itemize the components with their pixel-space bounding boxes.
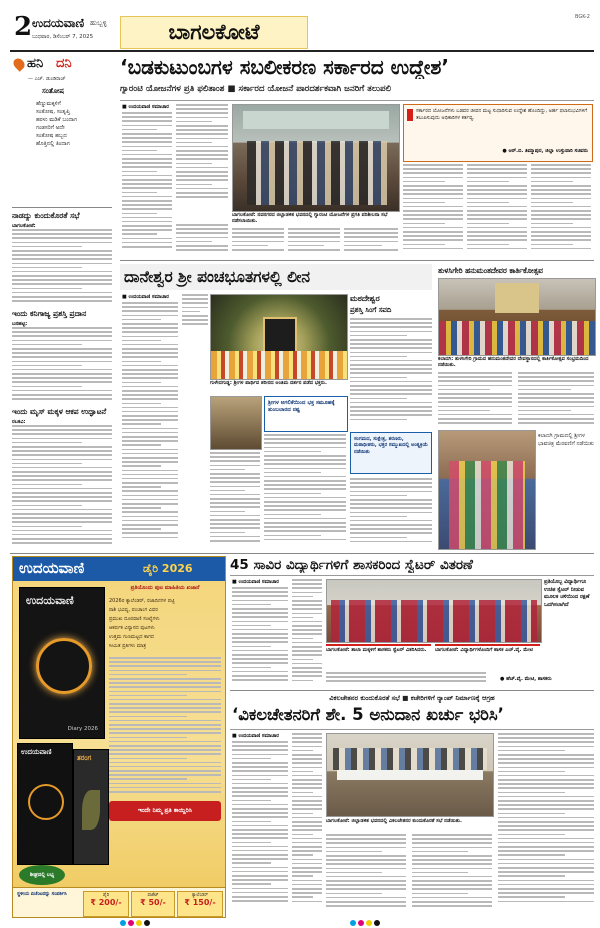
section-rule-2 (10, 553, 594, 554)
page-header (10, 14, 594, 48)
diary-cover-brand: ಉದಯವಾಣಿ (21, 748, 52, 756)
paper-name: ಉದಯವಾಣಿ (32, 16, 85, 30)
diary-cover-1 (19, 587, 105, 739)
ad-header (13, 557, 225, 581)
poem-line: ಹೊತ್ತಿನಲ್ಲಿ ತಿಂದಾಗ (36, 141, 70, 147)
lead-body-col-1 (122, 112, 172, 254)
photo-attendees (333, 748, 487, 770)
brief-title: ಇಂದು ಮೃಸ್ ಮಕ್ಕಳ ಆಕಪ ಉದ್ಘಾಟನೆ (12, 407, 107, 416)
sidebar-title: ಮಠದೇಶ್ವರ (350, 294, 380, 303)
reg-dot (374, 920, 380, 926)
brief-body (12, 327, 112, 403)
ad-price-3 (177, 891, 223, 917)
lead-body-col-5 (288, 228, 340, 254)
right-story-title: ತುಳಸಿಗೇರಿ ಹನುಮಂತದೇವರ ಕಾರ್ತಿಕೋತ್ಸವ (438, 266, 543, 275)
fourth-body-col-3 (326, 834, 406, 912)
fourth-body-col-2 (292, 733, 322, 911)
header-rule (10, 50, 594, 52)
third-side (544, 579, 594, 669)
lead-body-col-2 (176, 104, 228, 204)
ad-brand: ಉದಯವಾಣಿ (19, 559, 85, 577)
sidebar-subtitle: ಪ್ರಶಸ್ತಿ ಸಿಂಗೆ ಸವದಿ (350, 306, 392, 314)
reg-dot (144, 920, 150, 926)
fourth-kicker: ವಿಕಲಚೇತನರ ಕುಂದುಕೊರತೆ ಸಭೆ ■ ಕಚೇರಿಗಳಿಗೆ ರ‍್ಯಾಂಪ್ ನಿರ್ಮಾಣಕ್ಕೆ ಆಗ್ರಹ (329, 694, 495, 702)
brief-place: ಬಾಗಲಕೋಟೆ: (12, 223, 36, 229)
district-title: ಬಾಗಲಕೋಟೆ (168, 20, 260, 44)
second-body-col-3 (264, 434, 346, 548)
price-value: ₹ 200/- (90, 898, 122, 907)
ad-features (109, 597, 221, 651)
sidebar-body-2 (350, 478, 432, 548)
ad-product-label: ಡೈರಿ 2026 (143, 562, 193, 575)
brief-place: ರಬಕವಿ: (12, 419, 26, 425)
district-title-band (120, 16, 308, 49)
lead-quote-author: ● ಆರ್‌.ಬಿ. ತಿಮ್ಮಾಪುರ, ಜಿಲ್ಲಾ ಉಸ್ತುವಾರಿ ಸಚಿವರು (502, 148, 588, 154)
diary-cover-brand: ಉದಯವಾಣಿ (26, 594, 74, 607)
edition-name: ಹುಬ್ಬಳ್ಳಿ (90, 19, 107, 27)
quote-icon (407, 109, 413, 121)
diary-cover-2 (17, 743, 73, 865)
fourth-body-col-4 (412, 834, 492, 912)
left-divider (12, 207, 112, 208)
poem-line: ಗಂಡಸರಿಗೆ ಅದೇ (36, 125, 65, 131)
ad-feature: 2026ರ ಕ್ಯಾಲೆಂಡರ್, ರಜಾದಿನಗಳ ಪಟ್ಟಿ (109, 598, 175, 604)
third-body-col-2 (292, 579, 322, 687)
reg-dot (120, 920, 126, 926)
photo-figures (449, 461, 525, 549)
date-line: ಬುಧವಾರ, ಡಿಸೆಂಬರ್ 7, 2025 (32, 34, 94, 40)
lead-body-col-3 (176, 224, 228, 254)
leaf-icon (82, 790, 100, 830)
lead-photo-caption: ಬಾಗಲಕೋಟೆ: ನವನಗರದ ಜಿಲ್ಲಾಡಳಿತ ಭವನದಲ್ಲಿ ಗ್ಯಾರಂಟಿ ಯೋಜನೆಗಳ ಪ್ರಗತಿ ಪರಿಶೀಲನಾ ಸಭೆ ನಡೆಸಲಾಯಿತು. (232, 212, 388, 224)
ad-copy (109, 657, 221, 797)
page-code: BGK-2 (575, 14, 590, 20)
brief-place: ಬನಹಟ್ಟಿ: (12, 321, 28, 327)
photo-temple (495, 283, 539, 313)
ad-cta: ಇಂದೇ ನಿಮ್ಮ ಪ್ರತಿ ಕಾಯ್ದಿರಿಸಿ (138, 807, 192, 814)
lead-body-col-6 (344, 228, 398, 254)
sidebar-callout-text: ಸಂಗಮದ, ಸುಕ್ಷೇತ್ರ, ಶರಣರು, ಮಠಾಧೀಶರು, ಭಕ್ತರ ಸಮ್ಮುಖದಲ್ಲಿ ಅಂತ್ಯಕ್ರಿಯೆ ನಡೆಯಿತು (354, 436, 428, 455)
ad-feature: ಆಕರ್ಷಕ ವಿನ್ಯಾಸದ ಪುಟಗಳು (109, 625, 155, 631)
page-number: 2 (14, 12, 33, 42)
right-side-caption: ಕಲಾದಗಿ ಗ್ರಾಮದಲ್ಲಿ ಶ್ರೀಗಳ ಭಾವಚಿತ್ರ ಮೆರವಣಿಗೆ ನಡೆಯಿತು (538, 433, 594, 447)
fourth-photo (326, 733, 494, 817)
honey-dani-title-1: ಹನಿ (27, 56, 44, 71)
price-label: ಡೈರಿ (102, 893, 110, 898)
diary-ad (12, 556, 226, 918)
second-body-col-2 (182, 294, 208, 328)
brief-body (12, 229, 112, 305)
sidebar-callout (350, 432, 432, 474)
photo-people (247, 141, 387, 205)
ring-icon (28, 784, 64, 820)
ad-feature: ರಾಶಿ ಭವಿಷ್ಯ, ಪಂಚಾಂಗ ವಿವರ (109, 607, 158, 613)
second-photo (210, 294, 348, 380)
reg-dot (366, 920, 372, 926)
photo-students (331, 600, 537, 642)
lead-headline: ‘ಬಡಕುಟುಂಬಗಳ ಸಬಲೀಕರಣ ಸರ್ಕಾರದ ಉದ್ದೇಶ’ (120, 55, 449, 79)
ad-cta-band (109, 801, 221, 821)
calendar-label: ತರಂಗ (77, 754, 92, 762)
ad-price-2 (131, 891, 175, 917)
right-body-col-1 (438, 372, 512, 426)
ring-icon (36, 638, 92, 694)
brief-body (12, 425, 112, 551)
registration-marks (0, 918, 600, 928)
ad-price-1 (83, 891, 129, 917)
third-photo (326, 579, 542, 643)
third-body-col-1 (232, 587, 288, 687)
lead-body-col-8 (467, 164, 527, 254)
honey-dani-box (12, 54, 110, 206)
ad-badge-text: ಶೀಘ್ರದಲ್ಲಿ ಲಭ್ಯ (29, 872, 55, 878)
poem-line: ಸಂತೋಷ, ಸಂತೃಪ್ತಿ (36, 109, 71, 115)
right-photo-caption: ಕಲಾದಗಿ: ತುಳಸಿಗೇರಿ ಗ್ರಾಮದ ಹನುಮಂತದೇವರ ದೇವಸ್ಥಾನದಲ್ಲಿ ಕಾರ್ತಿಕೋತ್ಸವ ಸಂಭ್ರಮದಿಂದ ನಡೆಯಿತು. (438, 356, 589, 368)
photo-flowers (211, 351, 347, 379)
third-byline: ■ ಉದಯವಾಣಿ ಸಮಾಚಾರ (232, 579, 279, 585)
ad-footer-left: ಸ್ಥಳೀಯ ಏಜೆಂಟರನ್ನು ಸಂಪರ್ಕಿಸಿ (17, 892, 67, 897)
price-value: ₹ 50/- (140, 898, 166, 907)
third-quote-author: ● ಹೆಚ್‌.ವೈ. ಮೇಟಿ, ಶಾಸಕರು (500, 676, 552, 682)
price-label: ಪಾಕೆಟ್ (147, 893, 159, 898)
poem-title: ಸಂತೋಷ (42, 87, 65, 95)
fourth-rule (230, 729, 594, 730)
calendar-cover (73, 749, 109, 865)
right-body-col-2 (518, 372, 594, 426)
brief-1 (12, 211, 112, 306)
honey-dani-heading (12, 54, 110, 76)
second-pull-quote (264, 396, 348, 432)
second-pull-quote-text: ಶ್ರೀಗಳ ಅಗಲಿಕೆಯಿಂದ ಭಕ್ತ ಸಮೂಹಕ್ಕೆ ತುಂಬಲಾರದ ನಷ್ಟ (268, 400, 335, 413)
third-side-text: ಪ್ರತಿಯೊಬ್ಬ ವಿದ್ಯಾರ್ಥಿಗೂ ಉಚಿತ ಸ್ವೆಟರ್ ನೀಡುವ ಮೂಲಕ ಚಳಿಯಿಂದ ರಕ್ಷಣೆ ಒದಗಿಸಲಾಗಿದೆ (544, 579, 590, 608)
lead-quote-box (403, 104, 593, 162)
lead-body-col-9 (531, 164, 591, 254)
brief-title: ನಾಡದ್ಯು ಕುಂದುಕೊರತೆ ಸಭೆ (12, 211, 80, 220)
poem-line: ಹರಳು ಮಡಿಕೆ ಬಂದಾಗ (36, 117, 77, 123)
photo-meeting-table (337, 770, 483, 780)
section-rule-3 (230, 690, 594, 691)
third-headline: 45 ಸಾವಿರ ವಿದ್ಯಾರ್ಥಿಗಳಿಗೆ ಶಾಸಕರಿಂದ ಸ್ವೆಟರ್ ವಿತರಣೆ (230, 557, 473, 573)
ad-footer (13, 887, 225, 918)
right-photo (438, 278, 596, 356)
ad-feature: ಉತ್ತಮ ಗುಣಮಟ್ಟದ ಕಾಗದ (109, 634, 155, 640)
lead-byline: ■ ಉದಯವಾಣಿ ಸಮಾಚಾರ (122, 104, 169, 110)
lead-body-col-7 (403, 164, 463, 254)
second-body-col-1 (122, 302, 178, 548)
ad-feature: ಪ್ರಮುಖ ದೂರವಾಣಿ ಸಂಖ್ಯೆಗಳು (109, 616, 160, 622)
brief-title: ಇಂದು ಕನಿಗಾಜ್ಯ ಪ್ರಶಸ್ತಿ ಪ್ರದಾನ (12, 309, 87, 318)
third-rule (230, 575, 594, 576)
third-caption-left: ಬಾಗಲಕೋಟೆ: ಶಾಲಾ ಮಕ್ಕಳಿಗೆ ಶಾಸಕರು ಸ್ವೆಟರ್ ವಿತರಿಸಿದರು. (326, 644, 431, 673)
diary-year: Diary 2026 (67, 726, 98, 732)
lead-subhead: ಗ್ಯಾರಂಟಿ ಯೋಜನೆಗಳ ಪ್ರತಿ ಫಲಿತಾಂಶ ■ ಸರ್ಕಾರದ ಯೋಜನೆ ಪಾರದರ್ಶಕವಾಗಿ ಜನರಿಗೆ ತಲುಪಲಿ (120, 84, 392, 94)
right-photo-2 (438, 430, 536, 550)
honey-dani-title-2: ದನಿ (56, 56, 72, 71)
third-body-col-3 (326, 672, 486, 686)
sidebar-body (350, 318, 432, 428)
poem-lines (36, 100, 106, 148)
brief-3 (12, 407, 112, 552)
reg-dot (128, 920, 134, 926)
fourth-headline: ‘ವಿಕಲಚೇತನರಿಗೆ ಶೇ. 5 ಅನುದಾನ ಖರ್ಚು ಭರಿಸಿ’ (232, 705, 504, 724)
reg-dot (350, 920, 356, 926)
price-value: ₹ 150/- (184, 898, 216, 907)
price-label: ಕ್ಯಾಲೆಂಡರ್ (191, 893, 209, 898)
ad-badge (19, 865, 65, 885)
fourth-byline: ■ ಉದಯವಾಣಿ ಸಮಾಚಾರ (232, 733, 279, 739)
second-photo-caption: ಗುಳೇದಗುಡ್ಡ: ಶ್ರೀಗಳ ಪಾರ್ಥಿವ ಶರೀರದ ಅಂತಿಮ ದರ್ಶನ ಪಡೆದ ಭಕ್ತರು. (210, 380, 327, 386)
lead-body-col-4 (232, 228, 284, 254)
section-rule-1 (120, 260, 594, 261)
fourth-body-col-5 (498, 733, 594, 911)
fourth-photo-caption: ಬಾಗಲಕೋಟೆ: ಜಿಲ್ಲಾಡಳಿತ ಭವನದಲ್ಲಿ ವಿಕಲಚೇತನರ ಕುಂದುಕೊರತೆ ಸಭೆ ನಡೆಯಿತು. (326, 818, 462, 824)
third-caption-right: ಬಾಗಲಕೋಟೆ: ವಿದ್ಯಾರ್ಥಿಗಳೊಂದಿಗೆ ಶಾಸಕ ಎಚ್‌.ವೈ. ಮೇಟಿ (435, 644, 540, 673)
poem-line: ಹೆಣ್ಣುಮಕ್ಕಳಿಗೆ (36, 101, 61, 107)
second-byline: ■ ಉದಯವಾಣಿ ಸಮಾಚಾರ (122, 294, 169, 300)
ad-feature: ಸೀಮಿತ ಪ್ರತಿಗಳು ಮಾತ್ರ (109, 643, 147, 649)
lead-rule (120, 100, 594, 101)
photo-banner (243, 111, 389, 129)
reg-dot (358, 920, 364, 926)
second-headline: ದಾನೇಶ್ವರ ಶ್ರೀ ಪಂಚಭೂತಗಳಲ್ಲಿ ಲೀನ (124, 268, 311, 286)
photo-crowd (439, 321, 595, 355)
poem-line: ಸಂತೋಷ ಹಬ್ಬದ (36, 133, 67, 139)
honey-dani-author: — ಎಚ್‌. ಡುಂಡಿರಾಜ್ (28, 76, 66, 82)
fourth-body-col-1 (232, 741, 288, 911)
drop-icon (11, 56, 27, 72)
second-body-col-4 (210, 452, 260, 548)
reg-dot (136, 920, 142, 926)
ad-tagline: ಪ್ರತಿಯೊಂದು ಪುಟ ಮಾಹಿತಿಯ ಖಜಾನೆ (130, 585, 200, 591)
lead-photo (232, 104, 400, 212)
second-photo-small (210, 396, 262, 450)
lead-quote-text: ಸರ್ಕಾರದ ಯೋಜನೆಗಳು ಬಡವರ ಜೀವನ ಮಟ್ಟ ಸುಧಾರಿಸುವ ಉದ್ದೇಶ ಹೊಂದಿದ್ದು, ಅರ್ಹ ಫಲಾನುಭವಿಗಳಿಗೆ ತಲುಪಿಸುವುದು ಅಧಿಕಾರಿಗಳ ಕರ್ತವ್ಯ. (416, 108, 588, 121)
brief-2 (12, 309, 112, 404)
second-headline-band (120, 264, 432, 290)
second-sidebar (350, 294, 432, 548)
